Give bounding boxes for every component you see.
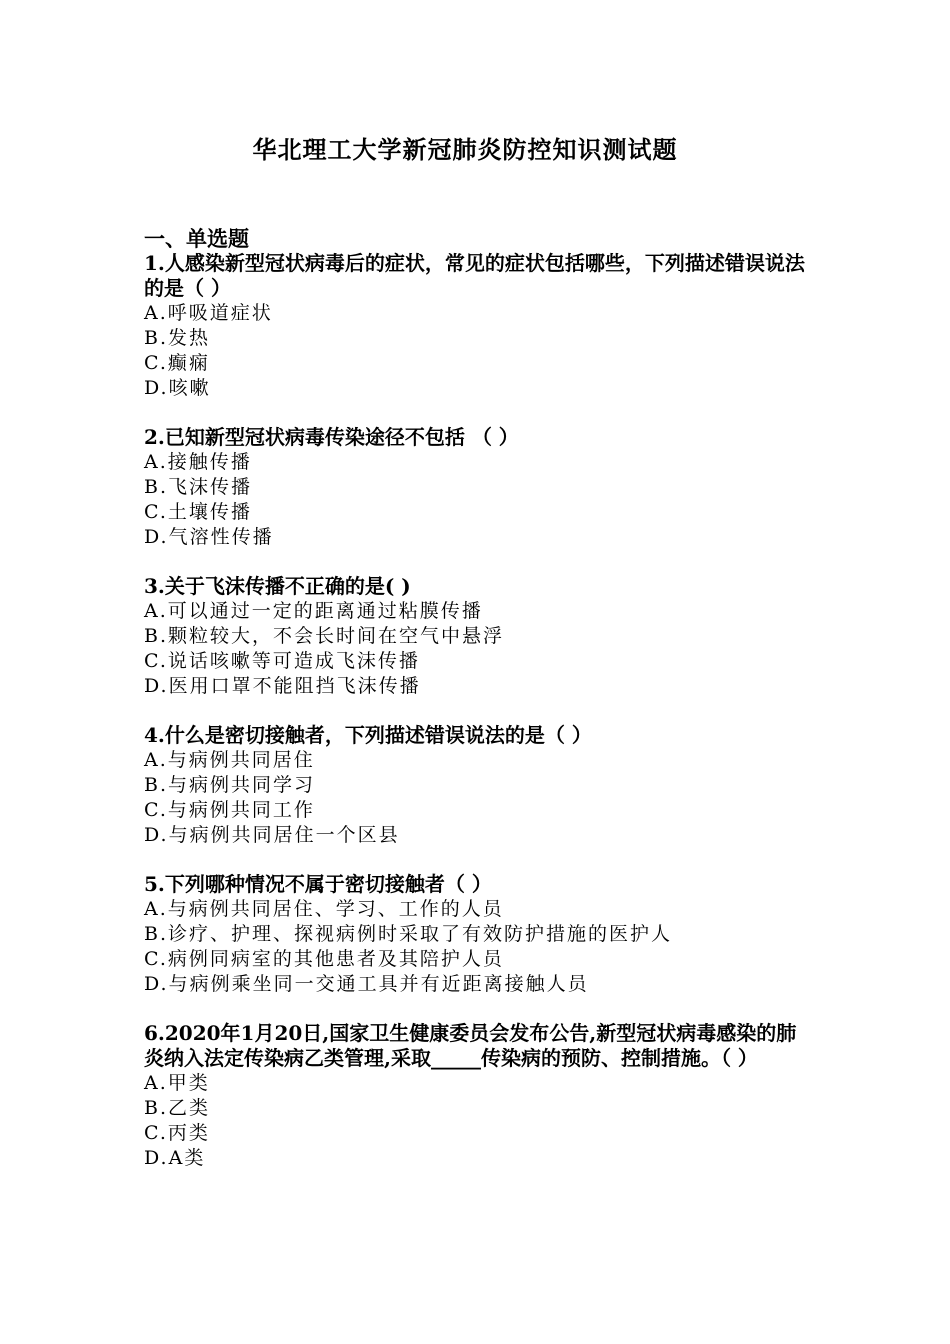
option-a: A.甲类: [144, 1072, 210, 1094]
section-heading: 一、单选题: [144, 226, 249, 251]
question-6: [144, 1021, 814, 1171]
option-b: B.发热: [144, 327, 211, 349]
question-text: 1.人感染新型冠状病毒后的症状，常见的症状包括哪些，下列描述错误说法的是（ ）: [144, 251, 805, 300]
option-list: [144, 1071, 814, 1171]
option-d: D.与病例乘坐同一交通工具并有近距离接触人员: [144, 973, 589, 995]
option-d: D.与病例共同居住一个区县: [144, 824, 400, 846]
option-c: C.说话咳嗽等可造成飞沫传播: [144, 650, 420, 672]
option-a: A.与病例共同居住、学习、工作的人员: [144, 898, 504, 920]
option-b: B.乙类: [144, 1097, 211, 1119]
option-d: D.医用口罩不能阻挡飞沫传播: [144, 675, 421, 697]
question-1: [144, 251, 814, 401]
option-a: A.呼吸道症状: [144, 302, 273, 324]
document-title: 华北理工大学新冠肺炎防控知识测试题: [252, 135, 678, 164]
question-text: 3.关于飞沫传播不正确的是( ): [144, 574, 411, 598]
question-4: [144, 723, 814, 848]
option-b: B.颗粒较大，不会长时间在空气中悬浮: [144, 625, 505, 647]
option-a: A.可以通过一定的距离通过粘膜传播: [144, 600, 483, 622]
option-a: A.与病例共同居住: [144, 749, 315, 771]
question-text: 4.什么是密切接触者，下列描述错误说法的是（ ）: [144, 723, 592, 747]
option-list: [144, 599, 814, 699]
option-a: A.接触传播: [144, 451, 252, 473]
question-text: 6.2020年1月20日,国家卫生健康委员会发布公告,新型冠状病毒感染的肺炎纳入法定传染病乙类管理,采取_____传染病的预防、控制措施。（ ）: [144, 1021, 797, 1070]
option-list: [144, 748, 814, 848]
question-5: [144, 872, 814, 997]
question-text: 2.已知新型冠状病毒传染途径不包括 （ ）: [144, 425, 519, 449]
option-list: [144, 450, 814, 550]
option-c: C.病例同病室的其他患者及其陪护人员: [144, 948, 504, 970]
option-c: C.丙类: [144, 1122, 210, 1144]
option-b: B.与病例共同学习: [144, 774, 316, 796]
option-c: C.与病例共同工作: [144, 799, 315, 821]
option-list: [144, 897, 814, 997]
question-text: 5.下列哪种情况不属于密切接触者（ ）: [144, 872, 492, 896]
question-2: [144, 425, 814, 550]
option-list: [144, 301, 814, 401]
quiz-content: [144, 226, 814, 1195]
option-d: D.A类: [144, 1147, 206, 1169]
option-c: C.土壤传播: [144, 501, 252, 523]
option-d: D.咳嗽: [144, 377, 211, 399]
option-b: B.飞沫传播: [144, 476, 253, 498]
option-b: B.诊疗、护理、探视病例时采取了有效防护措施的医护人: [144, 923, 673, 945]
option-c: C.癫痫: [144, 352, 210, 374]
option-d: D.气溶性传播: [144, 526, 274, 548]
question-3: [144, 574, 814, 699]
